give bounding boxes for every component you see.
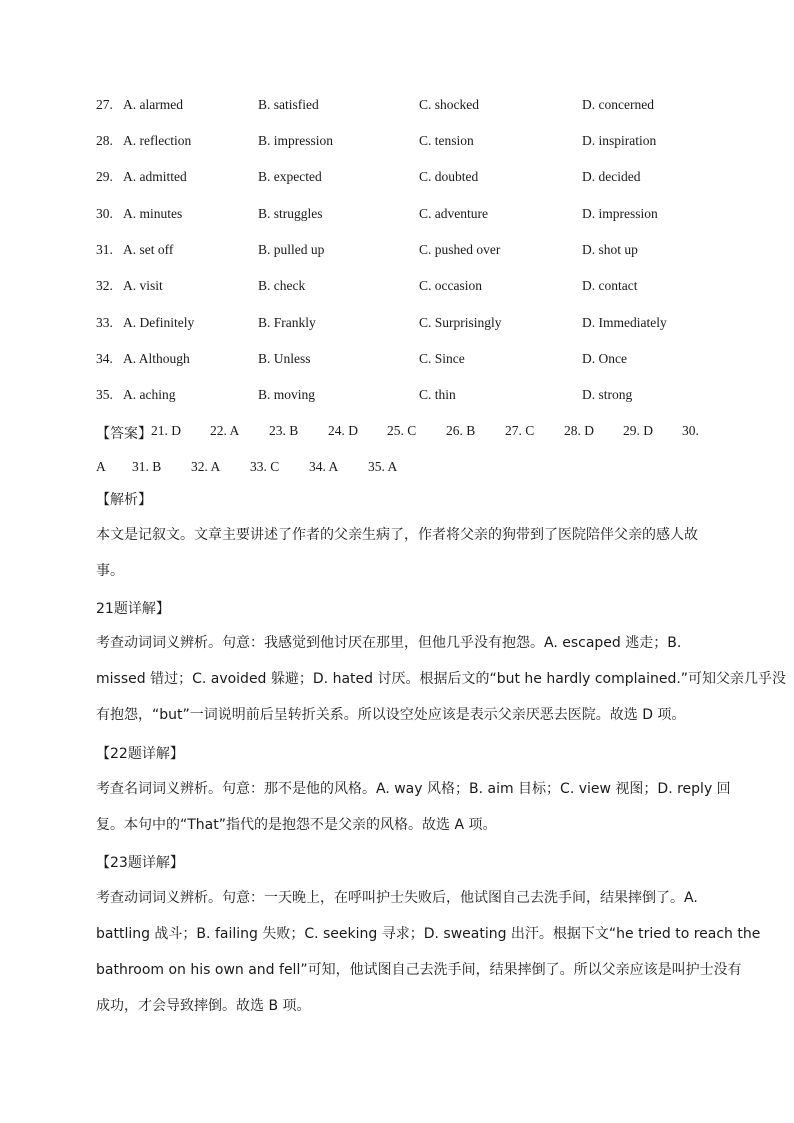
analysis-heading: 【解析】 [96, 492, 152, 508]
answer-item: 35. A [368, 459, 398, 474]
q22-explanation [96, 771, 731, 843]
option-row-31 [0, 242, 794, 266]
option-row-29 [0, 169, 794, 193]
question-number: 28. [96, 133, 113, 148]
option-c: C. Surprisingly [419, 315, 502, 330]
text-line: 考查动词词义辨析。句意：一天晚上，在呼叫护士失败后，他试图自己去洗手间，结果摔倒了。A. [96, 890, 698, 906]
option-row-35 [0, 387, 794, 411]
answer-key [96, 423, 706, 495]
option-c: C. adventure [419, 206, 488, 221]
option-a: A. reflection [123, 133, 192, 148]
option-b: B. check [258, 278, 306, 293]
option-c: C. thin [419, 387, 456, 402]
answer-item: 24. D [328, 423, 358, 438]
answer-item: 34. A [309, 459, 339, 474]
option-row-27 [0, 97, 794, 121]
option-c: C. occasion [419, 278, 482, 293]
option-d: D. impression [582, 206, 658, 221]
option-a: A. alarmed [123, 97, 183, 112]
option-d: D. Immediately [582, 315, 667, 330]
text-line: 本文是记叙文。文章主要讲述了作者的父亲生病了，作者将父亲的狗带到了医院陪伴父亲的感人故 [96, 527, 698, 543]
option-row-33 [0, 315, 794, 339]
option-c: C. doubted [419, 169, 479, 184]
answer-item: 28. D [564, 423, 594, 438]
option-a: A. Definitely [123, 315, 195, 330]
option-b: B. impression [258, 133, 334, 148]
option-d: D. contact [582, 278, 638, 293]
answer-item: 30. [682, 423, 699, 438]
question-number: 34. [96, 351, 113, 366]
answer-item: 31. B [132, 459, 162, 474]
option-a: A. set off [123, 242, 174, 257]
option-d: D. concerned [582, 97, 654, 112]
question-number: 27. [96, 97, 113, 112]
text-line: 成功，才会导致摔倒。故选 B 项。 [96, 998, 311, 1014]
answer-label: 【答案】 [96, 426, 152, 442]
answer-item: 23. B [269, 423, 299, 438]
option-a: A. visit [123, 278, 163, 293]
text-line: 事。 [96, 563, 124, 579]
answer-item: 32. A [191, 459, 221, 474]
option-row-32 [0, 278, 794, 302]
option-c: C. pushed over [419, 242, 501, 257]
option-a: A. aching [123, 387, 176, 402]
q21-explanation [96, 625, 787, 733]
text-line: battling 战斗；B. failing 失败；C. seeking 寻求；D. sweating 出汗。根据下文“he tried to reach the [96, 926, 761, 942]
answer-item: 29. D [623, 423, 653, 438]
text-line: 有抱怨，“but”一词说明前后呈转折关系。所以设空处应该是表示父亲厌恶去医院。故选 D 项。 [96, 707, 686, 723]
option-d: D. Once [582, 351, 627, 366]
answer-item: 25. C [387, 423, 417, 438]
option-b: B. Unless [258, 351, 311, 366]
option-c: C. tension [419, 133, 474, 148]
option-row-28 [0, 133, 794, 157]
question-number: 31. [96, 242, 113, 257]
option-d: D. decided [582, 169, 641, 184]
option-c: C. Since [419, 351, 465, 366]
question-number: 30. [96, 206, 113, 221]
question-number: 33. [96, 315, 113, 330]
option-b: B. expected [258, 169, 322, 184]
option-a: A. Although [123, 351, 190, 366]
answer-item: 27. C [505, 423, 535, 438]
answer-item: 26. B [446, 423, 476, 438]
option-a: A. minutes [123, 206, 183, 221]
option-row-30 [0, 206, 794, 230]
question-number: 29. [96, 169, 113, 184]
answer-item: 21. D [151, 423, 181, 438]
answer-line-1 [96, 423, 706, 459]
option-row-34 [0, 351, 794, 375]
text-line: 复。本句中的“That”指代的是抱怨不是父亲的风格。故选 A 项。 [96, 817, 497, 833]
text-line: 考查动词词义辨析。句意：我感觉到他讨厌在那里，但他几乎没有抱怨。A. escaped 逃走；B. [96, 635, 682, 651]
answer-item: 22. A [210, 423, 240, 438]
option-b: B. moving [258, 387, 316, 402]
q21-heading: 21题详解】 [96, 601, 170, 617]
question-number: 35. [96, 387, 113, 402]
option-b: B. Frankly [258, 315, 316, 330]
answer-item: A [96, 459, 106, 474]
q23-heading: 【23题详解】 [96, 855, 184, 871]
option-d: D. inspiration [582, 133, 657, 148]
question-number: 32. [96, 278, 113, 293]
text-line: 考查名词词义辨析。句意：那不是他的风格。A. way 风格；B. aim 目标；C. view 视图；D. reply 回 [96, 781, 731, 797]
option-a: A. admitted [123, 169, 187, 184]
option-b: B. satisfied [258, 97, 319, 112]
text-line: bathroom on his own and fell”可知，他试图自己去洗手间，结果摔倒了。所以父亲应该是叫护士没有 [96, 962, 742, 978]
answer-line-2 [96, 459, 706, 495]
q23-explanation [96, 880, 761, 1024]
option-c: C. shocked [419, 97, 479, 112]
option-d: D. shot up [582, 242, 638, 257]
summary-paragraph [96, 517, 702, 589]
text-line: missed 错过；C. avoided 躲避；D. hated 讨厌。根据后文的“but he hardly complained.”可知父亲几乎没 [96, 671, 787, 687]
option-b: B. struggles [258, 206, 323, 221]
answer-item: 33. C [250, 459, 280, 474]
option-d: D. strong [582, 387, 633, 402]
q22-heading: 【22题详解】 [96, 746, 184, 762]
option-b: B. pulled up [258, 242, 325, 257]
